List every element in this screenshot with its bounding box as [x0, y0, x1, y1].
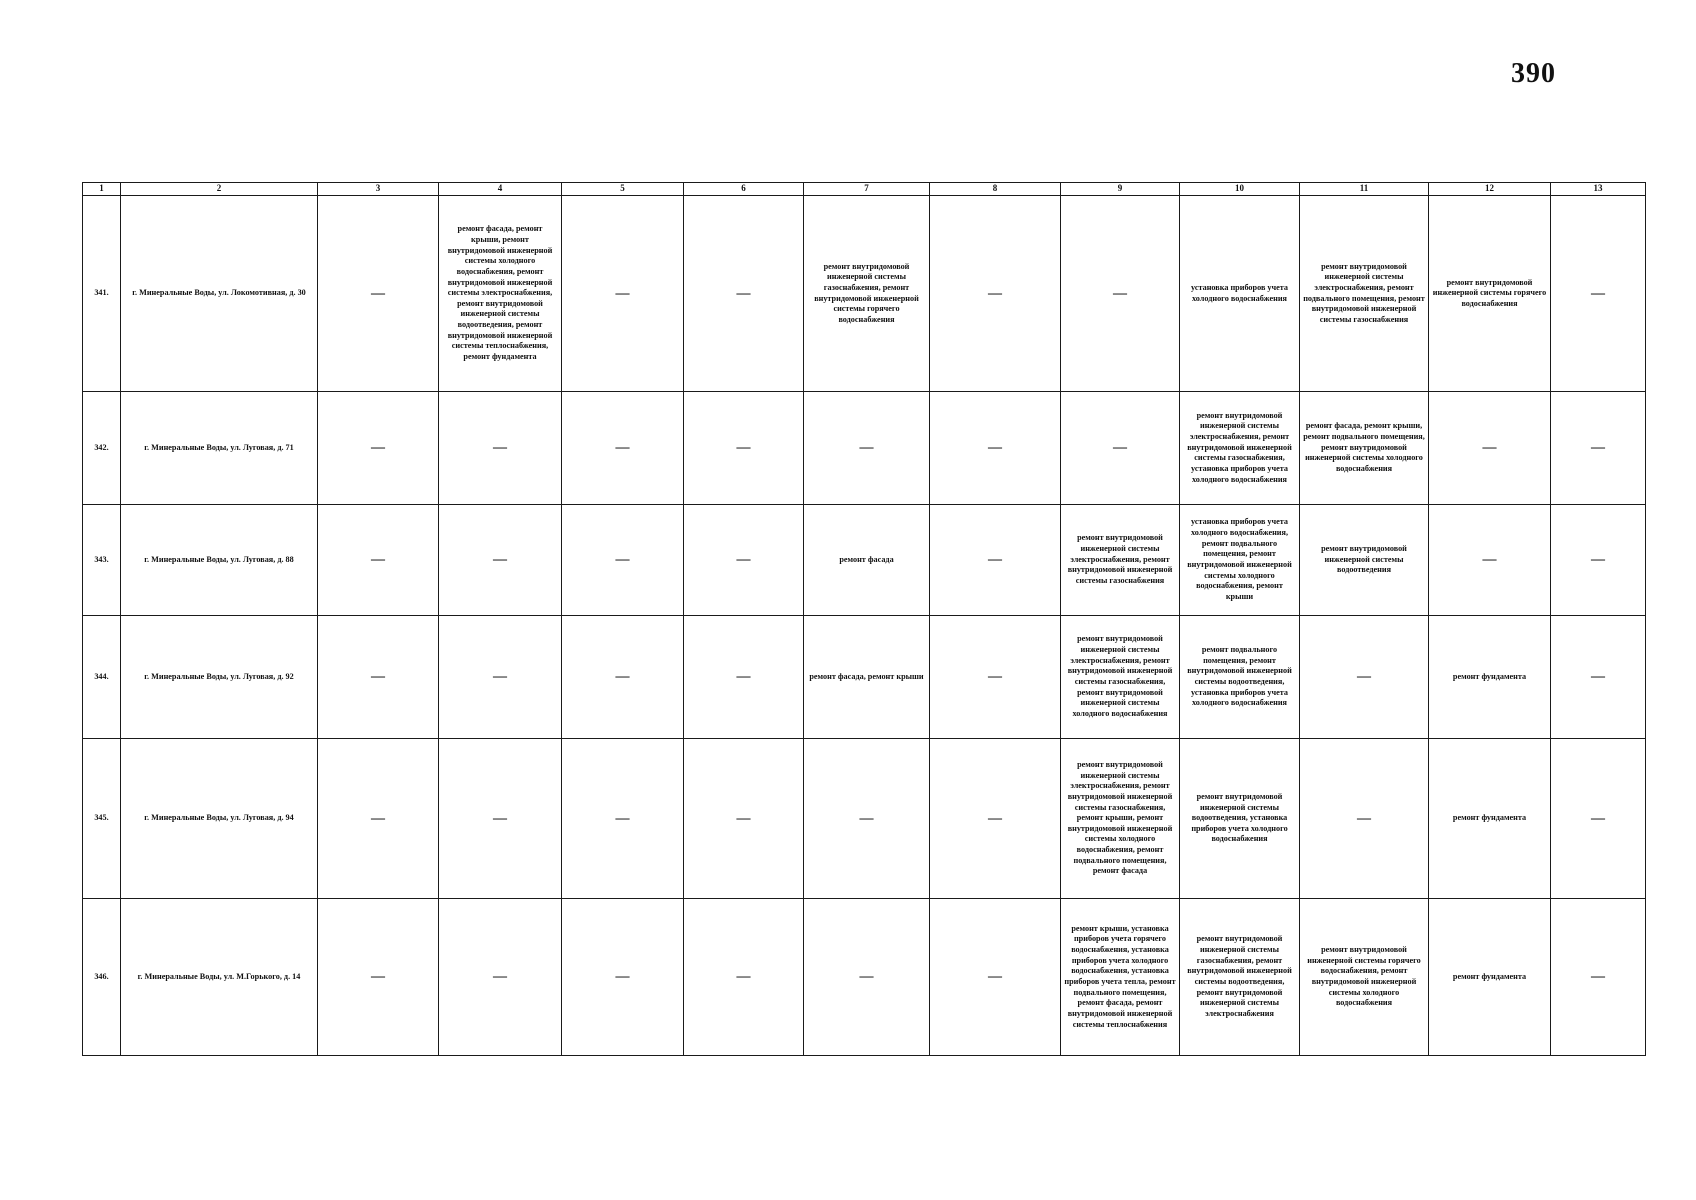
table-cell: —	[804, 739, 930, 899]
address-cell: г. Минеральные Воды, ул. Луговая, д. 92	[121, 616, 318, 739]
column-number-row	[83, 183, 1646, 196]
column-header: 6	[684, 183, 804, 196]
table-row	[83, 899, 1646, 1056]
table-cell: —	[1300, 616, 1429, 739]
table-cell: —	[562, 505, 684, 616]
table-cell: —	[439, 505, 562, 616]
table-cell: ремонт фундамента	[1429, 739, 1551, 899]
table-cell: —	[562, 739, 684, 899]
table-cell: —	[439, 616, 562, 739]
table-cell: —	[318, 392, 439, 505]
table-cell: —	[318, 196, 439, 392]
table-cell: —	[1061, 392, 1180, 505]
table-cell: —	[318, 739, 439, 899]
table-cell: —	[562, 196, 684, 392]
row-number: 343.	[83, 505, 121, 616]
column-header: 13	[1551, 183, 1646, 196]
table-cell: —	[804, 392, 930, 505]
column-header: 9	[1061, 183, 1180, 196]
table-cell: —	[804, 899, 930, 1056]
table-cell: ремонт внутридомовой инженерной системы электроснабжения, ремонт внутридомовой инженерной системы газоснабжения, ремонт крыши, ремонт внутридомовой инженерной системы холодного водоснабжения, ремонт подвального помещения, ремонт фасада	[1061, 739, 1180, 899]
table-cell: —	[318, 505, 439, 616]
table-cell: ремонт внутридомовой инженерной системы горячего водоснабжения, ремонт внутридомовой инженерной системы холодного водоснабжения	[1300, 899, 1429, 1056]
table-cell: —	[930, 899, 1061, 1056]
table-cell: —	[1551, 899, 1646, 1056]
table-row	[83, 505, 1646, 616]
table-cell: —	[1551, 616, 1646, 739]
table-cell: —	[562, 899, 684, 1056]
table-cell: —	[1429, 505, 1551, 616]
column-header: 1	[83, 183, 121, 196]
row-number: 344.	[83, 616, 121, 739]
table-cell: ремонт внутридомовой инженерной системы электроснабжения, ремонт внутридомовой инженерной системы газоснабжения	[1061, 505, 1180, 616]
address-cell: г. Минеральные Воды, ул. Луговая, д. 88	[121, 505, 318, 616]
table-cell: —	[439, 899, 562, 1056]
table-cell: —	[1551, 392, 1646, 505]
table-cell: ремонт подвального помещения, ремонт внутридомовой инженерной системы водоотведения, установка приборов учета холодного водоснабжения	[1180, 616, 1300, 739]
table-cell: —	[684, 505, 804, 616]
table-cell: —	[1551, 196, 1646, 392]
table-cell: ремонт фундамента	[1429, 899, 1551, 1056]
table-cell: ремонт внутридомовой инженерной системы водоотведения	[1300, 505, 1429, 616]
table-cell: —	[1551, 739, 1646, 899]
address-cell: г. Минеральные Воды, ул. Луговая, д. 71	[121, 392, 318, 505]
table-cell: —	[439, 739, 562, 899]
table-cell: ремонт фундамента	[1429, 616, 1551, 739]
address-cell: г. Минеральные Воды, ул. Луговая, д. 94	[121, 739, 318, 899]
table-cell: —	[684, 899, 804, 1056]
table-cell: —	[930, 505, 1061, 616]
table-cell: ремонт внутридомовой инженерной системы электроснабжения, ремонт подвального помещения, ремонт внутридомовой инженерной системы газоснабжения	[1300, 196, 1429, 392]
table-cell: —	[318, 899, 439, 1056]
table-cell: —	[439, 392, 562, 505]
table-cell: —	[684, 196, 804, 392]
table-cell: ремонт фасада, ремонт крыши, ремонт внутридомовой инженерной системы холодного водоснабжения, ремонт внутридомовой инженерной системы электроснабжения, ремонт внутридомовой инженерной системы водоотведения, ремонт внутридомовой инженерной системы теплоснабжения, ремонт фундамента	[439, 196, 562, 392]
column-header: 12	[1429, 183, 1551, 196]
table-cell: —	[930, 739, 1061, 899]
table-cell: установка приборов учета холодного водоснабжения, ремонт подвального помещения, ремонт внутридомовой инженерной системы холодного водоснабжения, ремонт крыши	[1180, 505, 1300, 616]
table-row	[83, 196, 1646, 392]
column-header: 11	[1300, 183, 1429, 196]
table-cell: —	[562, 616, 684, 739]
table-cell: ремонт внутридомовой инженерной системы горячего водоснабжения	[1429, 196, 1551, 392]
table-cell: ремонт внутридомовой инженерной системы электроснабжения, ремонт внутридомовой инженерной системы газоснабжения, установка приборов учета холодного водоснабжения	[1180, 392, 1300, 505]
repair-schedule-table	[82, 182, 1646, 1056]
row-number: 342.	[83, 392, 121, 505]
table-cell: —	[1300, 739, 1429, 899]
table-cell: установка приборов учета холодного водоснабжения	[1180, 196, 1300, 392]
table-cell: —	[1551, 505, 1646, 616]
table-cell: —	[1061, 196, 1180, 392]
table-cell: ремонт крыши, установка приборов учета горячего водоснабжения, установка приборов учета холодного водоснабжения, установка приборов учета тепла, ремонт подвального помещения, ремонт фасада, ремонт внутридомовой инженерной системы теплоснабжения	[1061, 899, 1180, 1056]
table-row	[83, 616, 1646, 739]
table-cell: —	[930, 196, 1061, 392]
table-cell: ремонт фасада	[804, 505, 930, 616]
table-cell: —	[684, 616, 804, 739]
column-header: 3	[318, 183, 439, 196]
column-header: 4	[439, 183, 562, 196]
column-header: 10	[1180, 183, 1300, 196]
table-cell: —	[318, 616, 439, 739]
table-cell: —	[1429, 392, 1551, 505]
column-header: 8	[930, 183, 1061, 196]
table-row	[83, 392, 1646, 505]
table-cell: —	[684, 392, 804, 505]
table-cell: ремонт внутридомовой инженерной системы газоснабжения, ремонт внутридомовой инженерной системы горячего водоснабжения	[804, 196, 930, 392]
table-cell: —	[684, 739, 804, 899]
table-cell: —	[930, 616, 1061, 739]
page-number: 390	[1511, 58, 1556, 89]
table-cell: —	[930, 392, 1061, 505]
table-row	[83, 739, 1646, 899]
table-cell: ремонт фасада, ремонт крыши, ремонт подвального помещения, ремонт внутридомовой инженерной системы холодного водоснабжения	[1300, 392, 1429, 505]
row-number: 341.	[83, 196, 121, 392]
table-cell: ремонт внутридомовой инженерной системы газоснабжения, ремонт внутридомовой инженерной системы водоотведения, ремонт внутридомовой инженерной системы электроснабжения	[1180, 899, 1300, 1056]
column-header: 5	[562, 183, 684, 196]
table-cell: ремонт фасада, ремонт крыши	[804, 616, 930, 739]
table-cell: ремонт внутридомовой инженерной системы электроснабжения, ремонт внутридомовой инженерной системы газоснабжения, ремонт внутридомовой инженерной системы холодного водоснабжения	[1061, 616, 1180, 739]
column-header: 2	[121, 183, 318, 196]
row-number: 346.	[83, 899, 121, 1056]
column-header: 7	[804, 183, 930, 196]
row-number: 345.	[83, 739, 121, 899]
address-cell: г. Минеральные Воды, ул. Локомотивная, д. 30	[121, 196, 318, 392]
table-cell: ремонт внутридомовой инженерной системы водоотведения, установка приборов учета холодного водоснабжения	[1180, 739, 1300, 899]
address-cell: г. Минеральные Воды, ул. М.Горького, д. 14	[121, 899, 318, 1056]
table-cell: —	[562, 392, 684, 505]
